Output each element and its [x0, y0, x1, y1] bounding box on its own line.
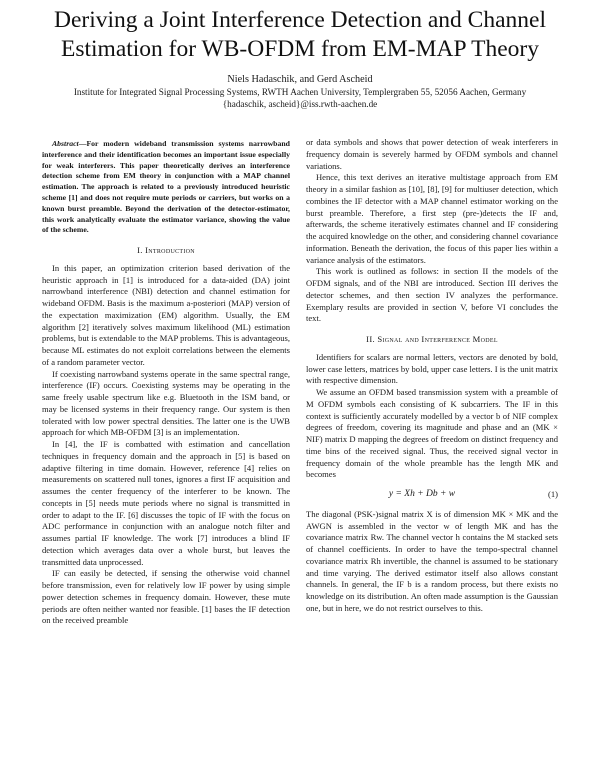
author-list: Niels Hadaschik, and Gerd Ascheid	[227, 74, 373, 85]
abstract-text: —For modern wideband transmission systems narrowband interference and their identification becomes an important issue especially for weak interferers. This paper theoretically derives an interference detection scheme from EM theory in conjunction with a MAP channel estimation. The approach is related to a previously introduced heuristic scheme [1] and does not require mute periods or carriers, but works on a known burst preamble. Beyond the derivation of the detector-estimator, this work analytically evaluate the estimator variance, showing the value of the scheme.	[42, 139, 290, 235]
title-line-2: Estimation for WB-OFDM from EM-MAP Theory	[60, 36, 540, 62]
paragraph: We assume an OFDM based transmission system with a preamble of M OFDM symbols each consisting of K subcarriers. The IF in this context is sufficiently accurately modelled by a vector b of NIF complex degrees of freedom, covering its magnitude and phase and an (MK × NIF) matrix D mapping the degrees of freedom on distinct frequency and time bins of the received signal. Thus, the received signal vector in frequency domain of the whole preamble has the length MK and becomes	[306, 387, 558, 480]
equation-number: (1)	[548, 489, 558, 499]
paragraph: Identifiers for scalars are normal letters, vectors are denoted by bold, lower case letters, matrices by bold, upper case letters. I is the unit matrix with respective dimension.	[306, 351, 558, 386]
paragraph: If coexisting narrowband systems operate in the same spectral range, interference (IF) occurs. Coexisting systems may be operating in the same freely usable spectrum like e.g. Bluetooth in the ISM band, or may be licensed systems in their frequency range. Our system is then tolerated with low power spectral densities. The latter one is the UWB approach for which MB-OFDM [3] is an implementation.	[42, 368, 290, 438]
left-column	[42, 137, 290, 627]
paragraph: This work is outlined as follows: in section II the models of the OFDM signals, and of the NBI are introduced. Section III derives the detector schemes, and then section IV analyzes the performance. Exemplary results are provided in section V, before VI concludes the text.	[306, 266, 558, 324]
affiliation-line: Institute for Integrated Signal Processing Systems, RWTH Aachen University, Templergraben 55, 52056 Aachen, Germany	[73, 87, 527, 97]
email-line: {hadaschik, ascheid}@iss.rwth-aachen.de	[222, 99, 378, 109]
right-column	[306, 137, 558, 615]
equation-1	[306, 489, 558, 501]
section-heading-introduction: I. Introduction	[137, 245, 195, 256]
section-heading-model: II. Signal and Interference Model	[366, 334, 498, 344]
abstract-label: Abstract	[52, 139, 79, 148]
affiliation	[20, 86, 580, 110]
paragraph: Hence, this text derives an iterative multistage approach from EM theory in a similar fashion as [10], [8], [9] for multiuser detection, which combines the IF detector with a MAP channel estimator working on the burst preamble. Therefore, a first step (pre-)detects the IF and, afterwards, the scheme iteratively estimates channel and IF considering the acquired knowledge on the other, and considering channel covariance information. Beneath the derivation, the focus of this paper lies within a variance analysis of the estimators.	[306, 172, 558, 265]
equation-expression: y = Xh + Db + w	[388, 489, 456, 499]
title-line-1: Deriving a Joint Interference Detection and Channel	[54, 7, 546, 33]
paragraph: The diagonal (PSK-)signal matrix X is of dimension MK × MK and the AWGN is assembled in the vector w of length MK and has the covariance matrix Rw. The channel vector h contains the M stacked sets of channel coefficients. In order to have the tempo-spectral channel covariance matrix Rh invertible, the channel is assumed to be stationary and time varying. The derived estimator itself also allows constant channels. In general, the IF b is a random process, but there exists no knowledge on its distribution. An often made assumption is the Gaussian one, but in here, we do not restrict ourselves to this.	[306, 508, 558, 613]
paper-title	[20, 6, 580, 64]
paragraph: IF can easily be detected, if sensing the otherwise void channel before transmission, even for relatively low IF power by using simple power detection schemes in frequency domain. However, these mute periods are often neither wanted nor feasible. [1] bases the IF detection on the received preamble	[42, 568, 290, 626]
paragraph: In this paper, an optimization criterion based derivation of the heuristic approach in [1] is introduced for a data-aided (DA) joint narrowband interference (NBI) detection and channel estimation for wideband OFDM. Basis is the maximum a-posteriori (MAP) version of the expectation maximization (EM) algorithm. Usually, the EM algorithm [2] iteratively solves maximum likelihood (ML) estimation problems, but is extendable to the MAP problems. This is advantageous, because ML estimates do not exploit correlations between the elements of a random parameter vector.	[42, 262, 290, 367]
paragraph: or data symbols and shows that power detection of weak interferers in frequency domain is severely harmed by OFDM symbols and channel variations.	[306, 137, 558, 171]
paragraph: In [4], the IF is combatted with estimation and cancellation techniques in frequency domain and the approach in [5] is based on adaptive filtering in time domain. However, reference [4] relies on measurements on scattered null tones, ignores a first IF acquisition and assumes the center frequency of the interferer to be known. The concepts in [5] needs mute periods where no signal is transmitted in order to adapt to the IF. [6] discusses the topic of IF with the focus on ADC performance in conjunction with an analogue notch filter and assumes partial IF knowledge. The work [7] introduces a blind IF detection which averages data over a whole burst, but leaves the transmitted data unprocessed.	[42, 439, 290, 567]
abstract	[42, 139, 290, 236]
